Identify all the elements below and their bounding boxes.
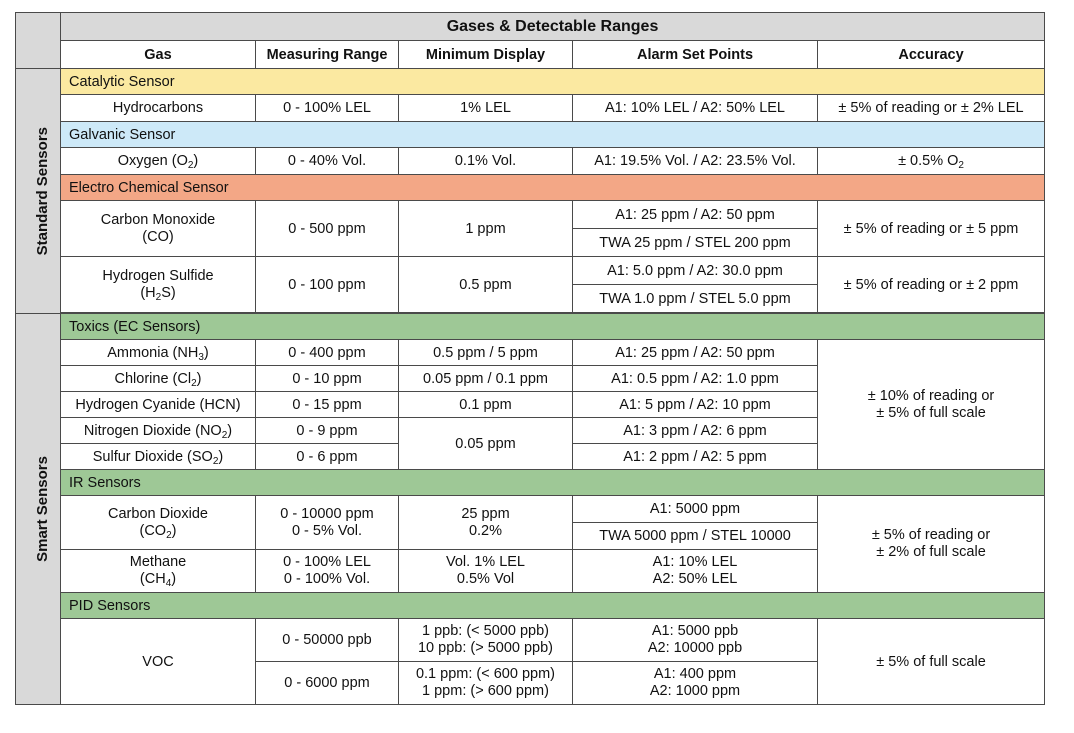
section-galvanic: Galvanic Sensor xyxy=(61,122,1045,148)
range-cell: 0 - 10000 ppm 0 - 5% Vol. xyxy=(256,496,399,550)
range-cell: 0 - 6000 ppm xyxy=(256,662,399,705)
min-display-cell: 1 ppm xyxy=(399,201,573,257)
gas-cell: Carbon Dioxide $(CO_2)$ xyxy=(61,496,256,550)
table-row xyxy=(16,496,1045,523)
accuracy-cell: ± 5% of reading or ± 5 ppm xyxy=(818,201,1045,257)
accuracy-cell: ± 5% of reading or ± 2% of full scale xyxy=(818,496,1045,593)
group-label-smart: Smart Sensors xyxy=(33,456,51,562)
min-display-cell: 0.05 ppm xyxy=(399,418,573,470)
min-display-cell: 0.5 ppm / 5 ppm xyxy=(399,340,573,366)
alarm-cell: A1: 25 ppm / A2: 50 ppm xyxy=(573,340,818,366)
range-cell: 0 - 50000 ppb xyxy=(256,619,399,662)
table-title: Gases & Detectable Ranges xyxy=(61,13,1045,41)
min-display-cell: 0.5 ppm xyxy=(399,257,573,313)
gas-cell: Carbon Monoxide (CO) xyxy=(61,201,256,257)
min-display-cell: Vol. 1% LEL 0.5% Vol xyxy=(399,550,573,593)
alarm-cell: A1: 400 ppm A2: 1000 ppm xyxy=(573,662,818,705)
header-accuracy: Accuracy xyxy=(818,41,1045,69)
range-cell: 0 - 10 ppm xyxy=(256,366,399,392)
gas-cell: Sulfur Dioxide $(SO_2)$ xyxy=(61,444,256,470)
min-display-cell: 0.1 ppm xyxy=(399,392,573,418)
gases-table-container xyxy=(15,12,1044,705)
range-cell: 0 - 100 ppm xyxy=(256,257,399,313)
min-display-cell: 0.1 ppm: (< 600 ppm) 1 ppm: (> 600 ppm) xyxy=(399,662,573,705)
range-cell: 0 - 400 ppm xyxy=(256,340,399,366)
alarm-cell: TWA 25 ppm / STEL 200 ppm xyxy=(573,229,818,257)
alarm-cell: A1: 10% LEL / A2: 50% LEL xyxy=(573,95,818,122)
table-row xyxy=(16,340,1045,366)
min-display-cell: 1 ppb: (< 5000 ppb) 10 ppb: (> 5000 ppb) xyxy=(399,619,573,662)
table-row xyxy=(16,148,1045,175)
accuracy-cell: ± 5% of full scale xyxy=(818,619,1045,705)
accuracy-cell: ± 5% of reading or ± 2 ppm xyxy=(818,257,1045,313)
range-cell: 0 - 9 ppm xyxy=(256,418,399,444)
section-toxics: Toxics (EC Sensors) xyxy=(61,314,1045,340)
range-cell: 0 - 500 ppm xyxy=(256,201,399,257)
alarm-cell: TWA 5000 ppm / STEL 10000 xyxy=(573,523,818,550)
alarm-cell: A1: 3 ppm / A2: 6 ppm xyxy=(573,418,818,444)
header-gas: Gas xyxy=(61,41,256,69)
header-measuring-range: Measuring Range xyxy=(256,41,399,69)
gas-cell: Hydrocarbons xyxy=(61,95,256,122)
min-display-cell: 0.05 ppm / 0.1 ppm xyxy=(399,366,573,392)
section-catalytic: Catalytic Sensor xyxy=(61,69,1045,95)
table-row xyxy=(16,95,1045,122)
accuracy-cell: ± 10% of reading or ± 5% of full scale xyxy=(818,340,1045,470)
gas-cell: Hydrogen Cyanide (HCN) xyxy=(61,392,256,418)
table-row xyxy=(16,201,1045,229)
alarm-cell: A1: 0.5 ppm / A2: 1.0 ppm xyxy=(573,366,818,392)
table-row xyxy=(16,257,1045,285)
group-smart-sensors xyxy=(16,314,61,705)
min-display-cell: 0.1% Vol. xyxy=(399,148,573,175)
accuracy-cell: ± 0.5% $O_2$ xyxy=(818,148,1045,175)
group-label-standard: Standard Sensors xyxy=(33,126,51,256)
alarm-cell: A1: 25 ppm / A2: 50 ppm xyxy=(573,201,818,229)
range-cell: 0 - 100% LEL xyxy=(256,95,399,122)
min-display-cell: 25 ppm 0.2% xyxy=(399,496,573,550)
gas-cell: Hydrogen Sulfide $(H_2S)$ xyxy=(61,257,256,313)
gas-cell: Chlorine $(Cl_2)$ xyxy=(61,366,256,392)
header-minimum-display: Minimum Display xyxy=(399,41,573,69)
range-cell: 0 - 40% Vol. xyxy=(256,148,399,175)
header-alarm-set-points: Alarm Set Points xyxy=(573,41,818,69)
table-row xyxy=(16,619,1045,662)
section-pid: PID Sensors xyxy=(61,593,1045,619)
gases-detectable-ranges-table xyxy=(15,12,1045,705)
alarm-cell: A1: 5000 ppb A2: 10000 ppb xyxy=(573,619,818,662)
gas-cell: Methane $(CH_4)$ xyxy=(61,550,256,593)
group-standard-sensors xyxy=(16,69,61,314)
gas-cell: VOC xyxy=(61,619,256,705)
gas-cell: Oxygen $(O_2)$ xyxy=(61,148,256,175)
alarm-cell: A1: 2 ppm / A2: 5 ppm xyxy=(573,444,818,470)
corner-cell xyxy=(16,13,61,69)
range-cell: 0 - 100% LEL 0 - 100% Vol. xyxy=(256,550,399,593)
alarm-cell: A1: 19.5% Vol. / A2: 23.5% Vol. xyxy=(573,148,818,175)
gas-cell: Ammonia $(NH_3)$ xyxy=(61,340,256,366)
range-cell: 0 - 15 ppm xyxy=(256,392,399,418)
alarm-cell: TWA 1.0 ppm / STEL 5.0 ppm xyxy=(573,285,818,313)
alarm-cell: A1: 5000 ppm xyxy=(573,496,818,523)
alarm-cell: A1: 5.0 ppm / A2: 30.0 ppm xyxy=(573,257,818,285)
alarm-cell: A1: 10% LEL A2: 50% LEL xyxy=(573,550,818,593)
section-ir: IR Sensors xyxy=(61,470,1045,496)
min-display-cell: 1% LEL xyxy=(399,95,573,122)
range-cell: 0 - 6 ppm xyxy=(256,444,399,470)
alarm-cell: A1: 5 ppm / A2: 10 ppm xyxy=(573,392,818,418)
accuracy-cell: ± 5% of reading or ± 2% LEL xyxy=(818,95,1045,122)
section-electrochemical: Electro Chemical Sensor xyxy=(61,175,1045,201)
gas-cell: Nitrogen Dioxide $(NO_2)$ xyxy=(61,418,256,444)
